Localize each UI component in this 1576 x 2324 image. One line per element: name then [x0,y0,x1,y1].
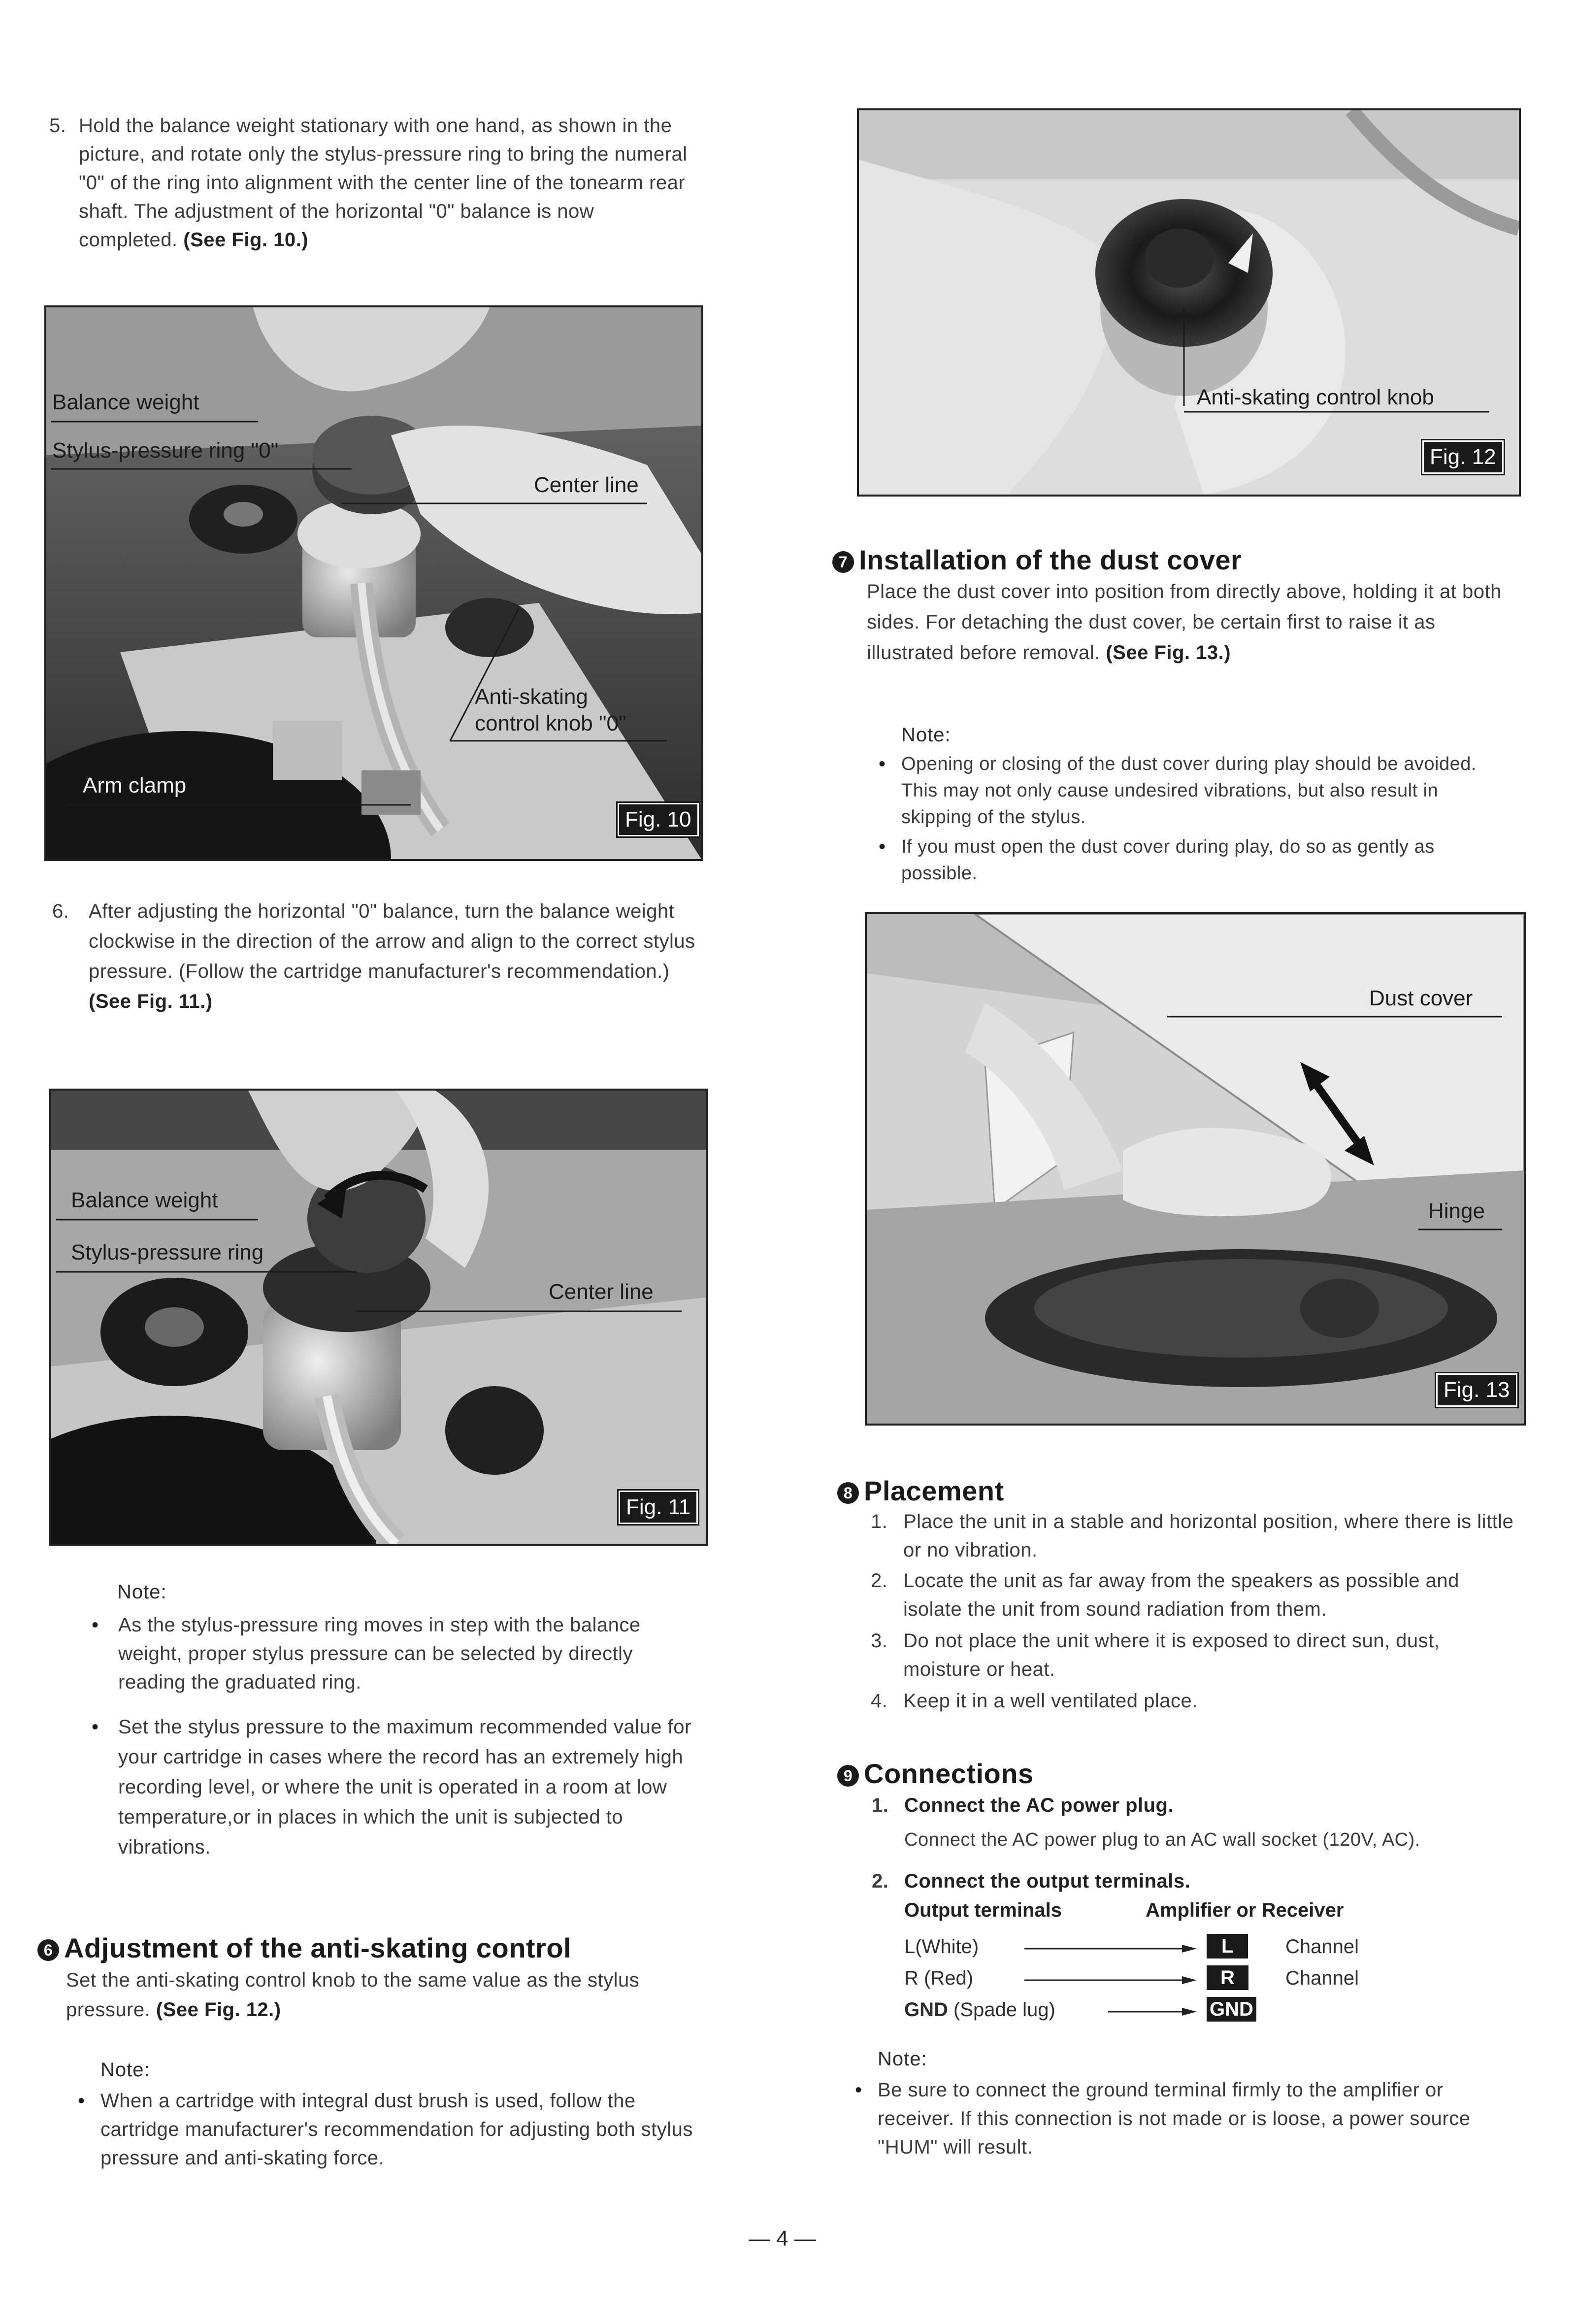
fig10-callout-stylus-ring: Stylus-pressure ring "0" [52,438,279,463]
section-8-title: Placement [864,1475,1004,1506]
terminal-badge-l: L [1207,1934,1248,1959]
figure-12 [857,108,1521,497]
step-5-ref: (See Fig. 10.) [183,229,309,251]
page-number: — 4 — [749,2226,816,2251]
terminal-row-r: R (Red) [904,1967,974,1989]
section-6-number: 6 [37,1939,59,1961]
section-7-title: Installation of the dust cover [859,544,1242,575]
note-1-title: Note: [117,1581,167,1603]
figure-11 [49,1089,708,1546]
note-4-title: Note: [878,2048,927,2070]
terminal-badge-gnd: GND [1207,1997,1256,2022]
note-4-item-1: • Be sure to connect the ground terminal firmly to the amplifier or receiver. If this connection is not made or is loose, a power source "HUM" will result. [855,2079,1471,2158]
section-7-heading [832,544,1242,576]
step-6-ref: (See Fig. 11.) [89,991,213,1012]
terminal-arrows [1015,1936,1221,2034]
terminal-channel-r: Channel [1285,1967,1359,1989]
terminal-row-gnd: GND (Spade lug) [904,1999,1055,2021]
fig10-label: Fig. 10 [618,803,699,836]
placement-item-4: 4. Keep it in a well ventilated place. [871,1690,1198,1712]
note-4-item-1-text: Be sure to connect the ground terminal firmly to the amplifier or receiver. If this connection is not made or is loose, a power source "HUM" will result. [878,2079,1471,2158]
fig11-callout-stylus-ring: Stylus-pressure ring [71,1240,264,1264]
note-3-item-1: • Opening or closing of the dust cover during play should be avoided. This may not only cause undesired vibrations, but also result in skipping of the stylus. [879,753,1477,828]
note-1-item-2: • Set the stylus pressure to the maximum recommended value for your cartridge in cases where the record has an extremely high recording level, or where the unit is operated in a room at low temperature,or in places in which the unit is subjected to vibrations. [92,1716,691,1858]
fig12-label: Fig. 12 [1422,440,1504,474]
step-5 [49,111,694,254]
placement-item-2: 2. Locate the unit as far away from the speakers as possible and isolate the unit from sound radiation from them. [871,1570,1459,1620]
note-3-item-2: • If you must open the dust cover during play, do so as gently as possible. [879,836,1435,884]
section-9-heading [837,1758,1034,1790]
section-9-title: Connections [864,1758,1034,1789]
connections-step-2-title: 2. Connect the output terminals. [872,1870,1191,1892]
section-6-title: Adjustment of the anti-skating control [64,1932,572,1963]
fig10-callout-center-line: Center line [534,473,639,497]
placement-item-3: 3. Do not place the unit where it is exposed to direct sun, dust, moisture or heat. [871,1630,1440,1680]
section-8-heading [837,1475,1004,1507]
section-7-ref: (See Fig. 13.) [1106,642,1231,664]
terminals-header-output: Output terminals [904,1899,1062,1921]
fig12-callout-knob: Anti-skating control knob [1197,385,1434,409]
note-3-item-1-text: Opening or closing of the dust cover during play should be avoided. This may not only cause undesired vibrations, but also result in skipping of the stylus. [901,754,1477,828]
step-6 [52,896,699,1017]
note-1-item-1: • As the stylus-pressure ring moves in step with the balance weight, proper stylus pressure can be selected by directly reading the graduated ring. [92,1614,641,1693]
step-5-text: Hold the balance weight stationary with one hand, as shown in the picture, and rotate only the stylus-pressure ring to bring the numeral "0" of the ring into alignment with the center line of the tonearm rear shaft. The adjustment of the horizontal "0" balance is now completed. [79,115,688,251]
note-1-item-1-text: As the stylus-pressure ring moves in step with the balance weight, proper stylus pressure can be selected by directly reading the graduated ring. [118,1614,641,1693]
fig10-callout-anti-skating-1: Anti-skating [475,685,588,709]
fig11-callout-balance-weight: Balance weight [71,1188,218,1212]
note-2-item-1-text: When a cartridge with integral dust brush is used, follow the cartridge manufacturer's recommendation for adjusting both stylus pressure and anti-skating force. [100,2090,693,2169]
fig13-callout-hinge: Hinge [1428,1199,1485,1223]
note-3-item-2-text: If you must open the dust cover during play, do so as gently as possible. [901,836,1435,884]
step-5-num: 5. [49,115,66,136]
fig11-label: Fig. 11 [619,1491,698,1524]
section-6-ref: (See Fig. 12.) [156,1999,281,2021]
connections-step-1-title: 1. Connect the AC power plug. [872,1794,1174,1816]
terminal-row-l: L(White) [904,1936,979,1958]
fig13-callout-dust-cover: Dust cover [1369,986,1473,1010]
section-8-number: 8 [837,1482,859,1504]
fig10-callout-arm-clamp: Arm clamp [83,773,187,797]
step-6-num: 6. [52,900,69,922]
terminal-badge-r: R [1207,1965,1248,1990]
placement-item-1: 1. Place the unit in a stable and horizontal position, where there is little or no vibration. [871,1511,1514,1561]
note-1-item-2-text: Set the stylus pressure to the maximum recommended value for your cartridge in cases where the record has an extremely high recording level, or where the unit is operated in a room at low temperature,or in places in which the unit is subjected to vibrations. [118,1716,691,1858]
section-7-number: 7 [832,551,854,573]
connections-step-1-text: Connect the AC power plug to an AC wall socket (120V, AC). [904,1829,1420,1850]
fig10-callout-balance-weight: Balance weight [52,390,199,414]
terminals-header-amplifier: Amplifier or Receiver [1146,1899,1344,1921]
note-2-title: Note: [100,2059,150,2081]
note-2-item-1: • When a cartridge with integral dust brush is used, follow the cartridge manufacturer's recommendation for adjusting both stylus pressure and anti-skating force. [78,2090,693,2169]
step-6-text: After adjusting the horizontal "0" balance, turn the balance weight clockwise in the direction of the arrow and align to the correct stylus pressure. (Follow the cartridge manufacturer's recommendation.) [89,900,695,982]
fig10-callout-anti-skating-2: control knob "0" [475,711,626,735]
section-7-body [867,576,1517,668]
terminal-channel-l: Channel [1285,1936,1359,1958]
figure-13 [865,912,1526,1426]
figure-11-photo [51,1091,706,1544]
fig11-callout-center-line: Center line [549,1280,654,1304]
section-6-text: Set the anti-skating control knob to the same value as the stylus pressure. [66,1969,640,2021]
section-6-heading [37,1932,571,1964]
figure-10 [44,305,703,861]
section-9-number: 9 [837,1765,859,1787]
figure-12-photo [859,110,1519,495]
fig13-label: Fig. 13 [1436,1373,1517,1407]
section-6-body [66,1965,721,2025]
section-7-text: Place the dust cover into position from directly above, holding it at both sides. For detaching the dust cover, be certain first to raise it as illustrated before removal. [867,581,1502,664]
note-3-title: Note: [901,724,951,746]
